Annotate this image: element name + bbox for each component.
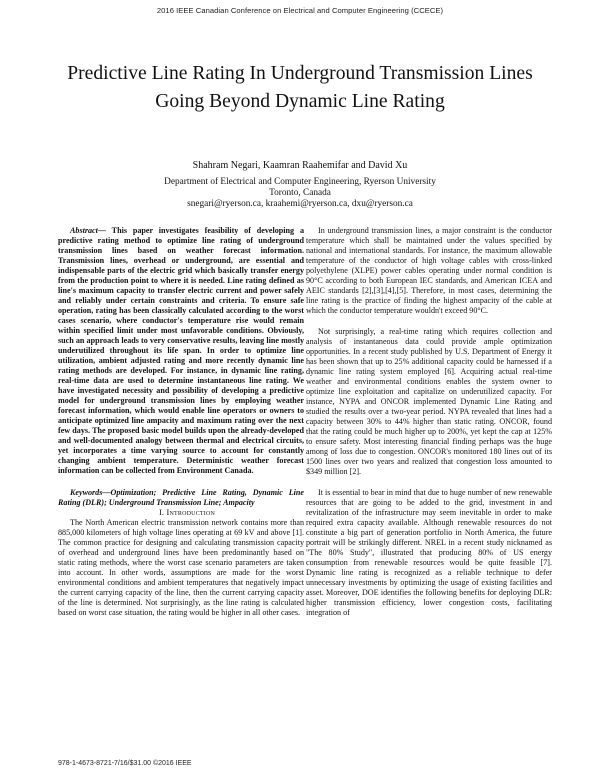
left-column xyxy=(58,226,304,618)
right-column xyxy=(306,226,552,618)
copyright-footer: 978-1-4673-8721-7/16/$31.00 ©2016 IEEE xyxy=(58,760,192,767)
body-paragraph-1: In underground transmission lines, a major constraint is the conductor temperature which shall be maintained under the values specified by national and international standards. For instance, the maximum allowable temperature of the conductor of high voltage cables with cross-linked polyethylene (XLPE) power cables operating under normal condition is 90°C according to both European IEC standards, and American ICEA and AEIC standards [2],[3],[4],[5]. Therefore, in most cases, determining the line rating is the practice of finding the highest ampacity of the cable at which the conductor temperature wouldn't exceed 90°C. xyxy=(306,226,552,315)
intro-paragraph: The North American electric transmission network contains more than 885,000 kilometers of high voltage lines operating at 69 kV and above [1]. The common practice for designing and calculating transmission capacity of overhead and underground lines have been predominantly based on static rating methods, where the worst case scenario parameters are taken into account. In other words, assumptions are made for the worst environmental conditions and ambient temperatures that negatively impact the current carrying capacity of the line, then the current carrying capacity of the line is determined. Not surprisingly, as the line rating is calculated based on worst case situation, the rating would be higher in all other cases. xyxy=(58,518,304,617)
keywords-text: —Optimization; Predictive Line Rating, Dynamic Line Rating (DLR); Underground Transmission Line; Ampacity xyxy=(58,488,304,507)
keywords xyxy=(58,488,304,508)
affiliation xyxy=(0,177,600,210)
section-heading-introduction xyxy=(58,508,304,518)
body-paragraph-3: It is essential to bear in mind that due to huge number of new renewable resources that are going to be added to the grid, investment in and revitalization of the infrastructure may seem inevitable in order to make required extra capacity available. Although renewable resources do not constitute a big part of generation portfolio in North America, the future portrait will be strikingly different. NREL in a recent study nicknamed as "The 80% Study", illustrated that producing 80% of US energy consumption from renewable resources would be quite feasible [7]. Dynamic line rating is recognized as a reliable technique to defer unnecessary investments by optimizing the usage of existing facilities and asset. Moreover, DOE identifies the following benefits for deploying DLR: higher transmission efficiency, lower congestion costs, facilitating integration of xyxy=(306,488,552,617)
department: Department of Electrical and Computer Engineering, Ryerson University xyxy=(164,177,436,187)
keywords-label: Keywords xyxy=(70,488,103,497)
body-paragraph-2: Not surprisingly, a real-time rating which requires collection and analysis of instantaneous data could provide ample optimization opportunities. In a recent study published by U.S. Department of Energy it has been shown that up to 25% additional capacity could be harnessed if a dynamic line rating system employed [6]. Acquiring actual real-time weather and environmental conditions enables the system owner to optimize line exploitation and capitalize on underutilized capacity. For instance, NYPA and ONCOR implemented Dynamic Line Rating and studied the results over a two-year period. NYPA revealed that lines had a capacity between 30% to 44% higher than static rating. ONCOR, found that the rating could be much higher up to 200%, yet kept the cap at 125% to ensure safety. Most interesting financial finding perhaps was the huge among of loss due to congestion. ONCOR's monitored 180 lines out of its 1500 lines over two years and realized that congestion loss amounted to $349 million [2]. xyxy=(306,327,552,476)
section-title: Introduction xyxy=(166,508,216,517)
author-list: Shahram Negari, Kaamran Raahemifar and David Xu xyxy=(192,160,408,171)
section-numeral: I. xyxy=(158,508,165,517)
abstract-label: Abstract xyxy=(70,226,98,235)
title-line-1: Predictive Line Rating In Underground Transmission Lines xyxy=(67,63,533,84)
abstract xyxy=(58,226,304,476)
title-line-2: Going Beyond Dynamic Line Rating xyxy=(155,91,445,112)
running-header: 2016 IEEE Canadian Conference on Electrical and Computer Engineering (CCECE) xyxy=(156,6,444,15)
author-emails: snegari@ryerson.ca, kraahemi@ryerson.ca, dxu@ryerson.ca xyxy=(187,199,413,209)
city: Toronto, Canada xyxy=(269,188,331,198)
abstract-text: — This paper investigates feasibility of developing a predictive rating method to optimize line rating of underground transmission lines based on weather forecast information. Transmission lines, overhead or underground, are essential and indispensable parts of the electric grid which basically transfer energy from the production point to where it is needed. Line rating defined as line's maximum capacity to transfer electric current and power safely and reliably under certain constraints and criteria. To ensure safe operation, rating has been classically calculated according to the worst cases scenario, where conductor's temperature rise would remain within specified limit under most unfavorable conditions. Obviously, such an approach leads to very conservative results, leaving line mostly underutilized throughout its life span. In order to optimize line utilization, ambient adjusted rating and more recently dynamic line rating methods are developed. For instance, in dynamic line rating, real-time data are used to determine instantaneous line rating. We have investigated necessity and possibility of developing a predictive model for underground transmission lines by employing weather forecast information, which would enable line operators or owners to anticipate optimized line ampacity and maximum rating over the next few days. The proposed basic model builds upon the already-developed and well-documented analogy between thermal and electrical circuits, yet incorporates a time varying source to account for constantly changing ambient temperature. Deterministic weather forecast information can be collected from Environment Canada. xyxy=(58,226,304,475)
paper-title xyxy=(20,60,580,116)
